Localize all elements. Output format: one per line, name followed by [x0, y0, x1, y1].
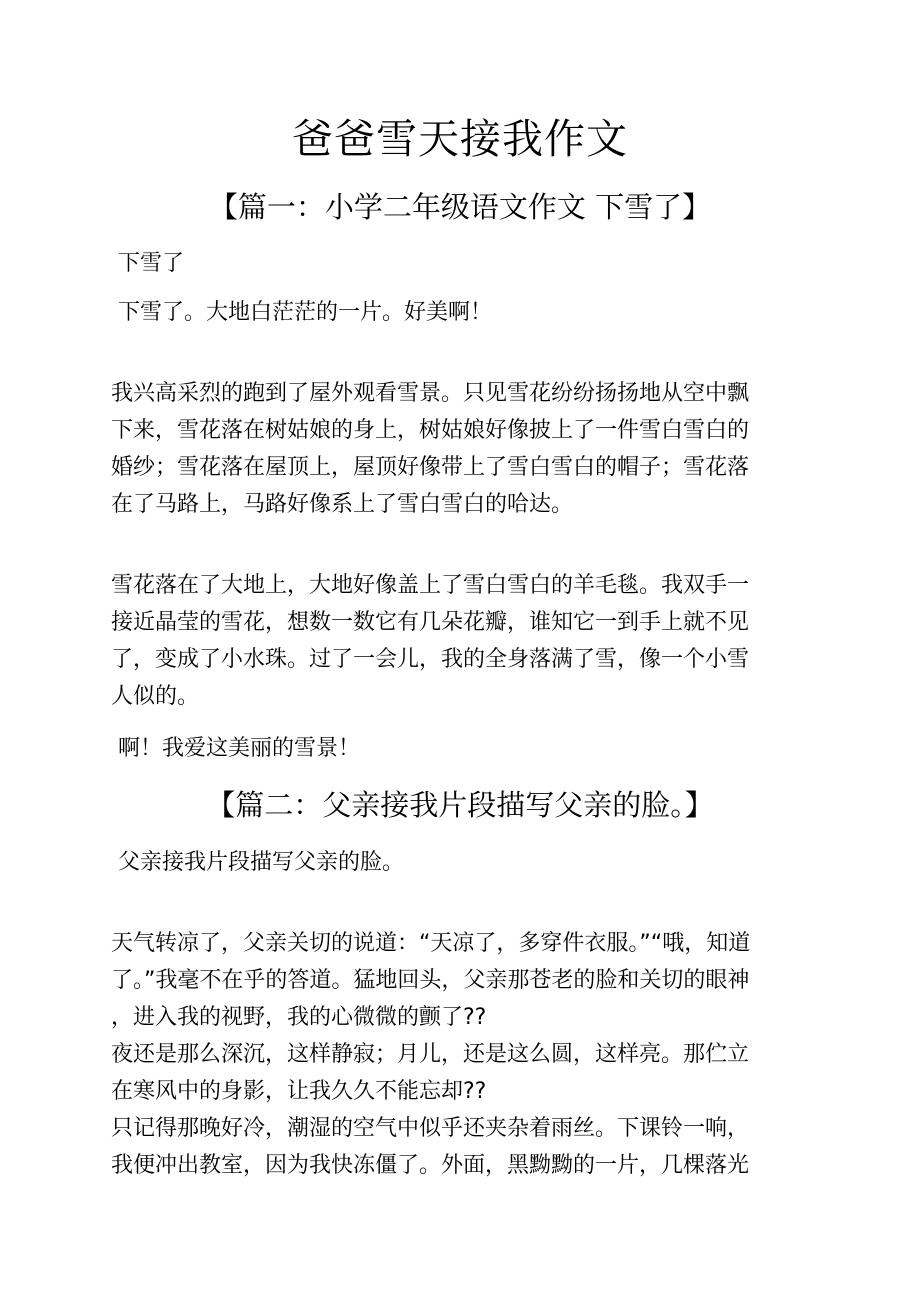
section-1-paragraph-3-line: 接近晶莹的雪花，想数一数它有几朵花瓣，谁知它一到手上就不见 [111, 610, 750, 635]
section-1-paragraph-3-line: 了，变成了小水珠。过了一会儿，我的全身落满了雪，像一个小雪 [111, 647, 750, 672]
section-1-paragraph-4: 啊！我爱这美丽的雪景！ [118, 736, 361, 761]
section-1-paragraph-2-line: 婚纱；雪花落在屋顶上，屋顶好像带上了雪白雪白的帽子；雪花落 [111, 455, 750, 480]
section-1-paragraph-2-line: 在了马路上，马路好像系上了雪白雪白的哈达。 [111, 492, 574, 517]
section-1-paragraph-3-line: 雪花落在了大地上，大地好像盖上了雪白雪白的羊毛毯。我双手一 [111, 573, 750, 598]
section-1-paragraph-3-line: 人似的。 [111, 684, 200, 709]
section-2-heading: 【篇二：父亲接我片段描写父亲的脸。】 [206, 788, 714, 822]
section-1-paragraph-2-line: 下来，雪花落在树姑娘的身上，树姑娘好像披上了一件雪白雪白的 [111, 418, 750, 443]
section-2-body-line: 天气转凉了，父亲关切的说道：“天凉了，多穿件衣服。”“哦，知道 [111, 931, 751, 956]
section-2-body-line: 了。”我毫不在乎的答道。猛地回头，父亲那苍老的脸和关切的眼神 [111, 968, 750, 993]
section-1-paragraph-2-line: 我兴高采烈的跑到了屋外观看雪景。只见雪花纷纷扬扬地从空中飘 [111, 381, 750, 406]
section-2-body-line: 在寒风中的身影，让我久久不能忘却?? [111, 1079, 487, 1104]
section-1-paragraph-1: 下雪了。大地白茫茫的一片。好美啊！ [118, 300, 493, 325]
section-2-body-line: 只记得那晚好冷，潮湿的空气中似乎还夹杂着雨丝。下课铃一响， [111, 1116, 750, 1141]
section-1-subtitle: 下雪了 [118, 251, 185, 276]
section-2-body-line: ，进入我的视野，我的心微微的颤了?? [111, 1005, 487, 1030]
section-2-body-line: 夜还是那么深沉，这样静寂；月儿，还是这么圆，这样亮。那伫立 [111, 1042, 750, 1067]
section-2-body-line: 我便冲出教室，因为我快冻僵了。外面，黑黝黝的一片，几棵落光 [111, 1153, 750, 1178]
section-1-heading: 【篇一：小学二年级语文作文 下雪了】 [208, 190, 712, 224]
document-title: 爸爸雪天接我作文 [292, 115, 628, 163]
section-2-subtitle: 父亲接我片段描写父亲的脸。 [118, 850, 405, 875]
